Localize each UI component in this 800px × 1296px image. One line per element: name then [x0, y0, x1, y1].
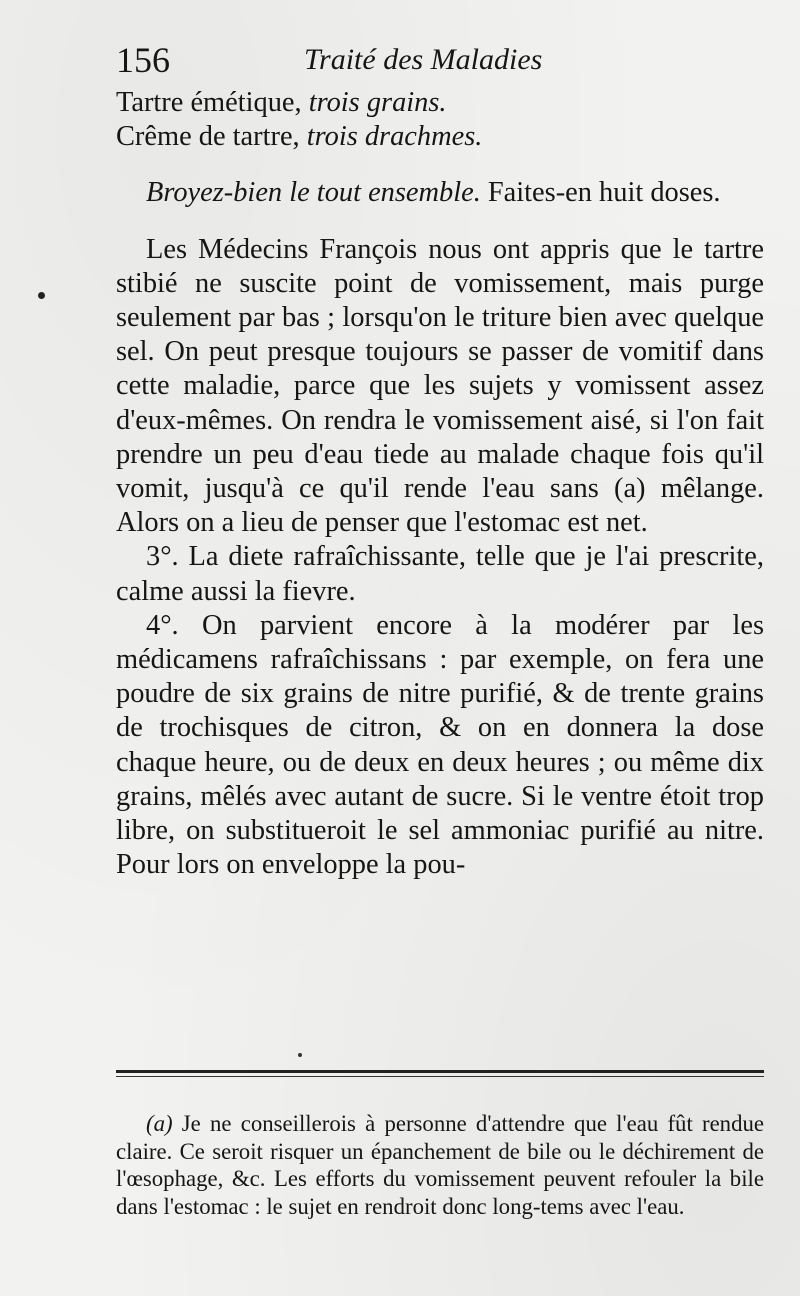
recipe-ingredient-1: Tartre émétique, [116, 87, 309, 118]
recipe-quantity-2: trois drachmes. [306, 121, 483, 153]
divider-thin-line [116, 1076, 764, 1077]
page-number: 156 [116, 40, 170, 80]
paragraph-3: 4°. On parvient encore à la modérer par les médicamens rafraîchissans : par exemple, on fera une poudre de six grains de nitre purifié, & de trente grains de trochisques de citron, & on en donnera la dose chaque heure, ou de deux en deux heures ; ou même dix grains, mêlés avec autant de sucre. Si le ventre étoit trop libre, on substitueroit le sel ammoniac purifié au nitre. Pour lors on enveloppe la pou- [116, 609, 764, 881]
main-text [116, 86, 764, 882]
recipe-ingredient-2: Crême de tartre, [116, 121, 307, 153]
recipe-line-2 [116, 120, 764, 154]
running-title: Traité des Maladies [304, 43, 543, 76]
footnote-divider [116, 1070, 764, 1077]
ink-speck [298, 1053, 302, 1057]
footnote-marker: (a) [146, 1111, 173, 1136]
recipe-instruction [116, 176, 764, 210]
instruction-italic: Broyez-bien le tout ensemble. [146, 177, 481, 209]
recipe-quantity-1: trois grains. [308, 87, 447, 118]
recipe-line-1 [116, 86, 764, 120]
footnote [116, 1110, 764, 1220]
divider-thick-line [116, 1070, 764, 1073]
paragraph-1: Les Médecins François nous ont appris que le tartre stibié ne suscite point de vomissement, mais purge seulement par bas ; lorsqu'on le triture bien avec quelque sel. On peut presque toujours se passer de vomitif dans cette maladie, parce que les sujets y vomissent assez d'eux-mêmes. On rendra le vomissement aisé, si l'on fait prendre un peu d'eau tiede au malade chaque fois qu'il vomit, jusqu'à ce qu'il rende l'eau sans (a) mêlange. Alors on a lieu de penser que l'estomac est net. [116, 233, 764, 539]
margin-mark [38, 292, 45, 299]
instruction-text: Faites-en huit doses. [480, 177, 721, 209]
paragraph-2: 3°. La diete rafraîchissante, telle que je l'ai prescrite, calme aussi la fievre. [116, 541, 764, 607]
footnote-text: Je ne conseillerois à personne d'attendre que l'eau fût rendue claire. Ce seroit risquer un épanchement de bile ou le déchirement de l'œsophage, &c. Les efforts du vomissement peuvent refouler la bile dans l'estomac : le sujet en rendroit donc long-tems avec l'eau. [116, 1111, 764, 1219]
page-header [116, 34, 764, 86]
